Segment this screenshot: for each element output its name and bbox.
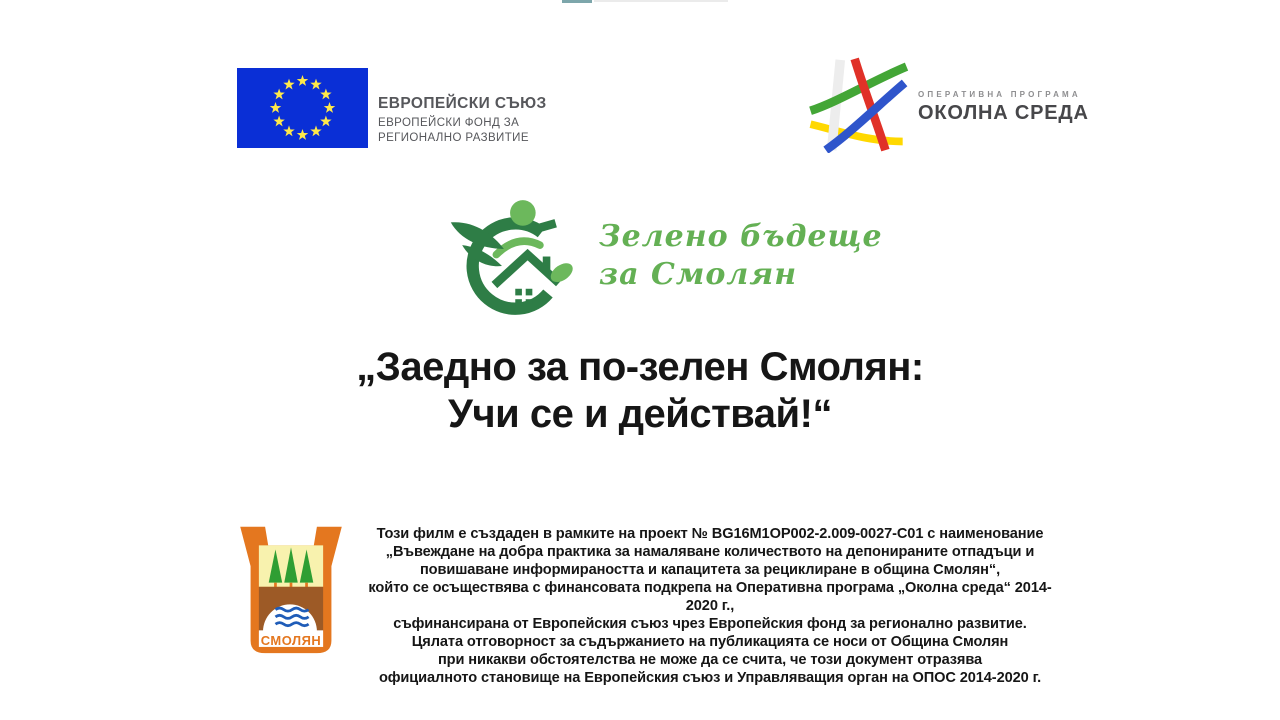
opos-logo-block <box>808 57 1089 153</box>
main-title-line2: Учи се и действай!“ <box>448 392 832 436</box>
opos-kicker: ОПЕРАТИВНА ПРОГРАМА <box>918 90 1081 99</box>
eu-subtitle-line2: РЕГИОНАЛНО РАЗВИТИЕ <box>378 132 529 144</box>
opos-title: ОКОЛНА СРЕДА <box>918 102 1089 124</box>
video-progress-track[interactable] <box>594 0 728 2</box>
eu-flag-icon <box>237 68 368 148</box>
main-title-line1: „Заедно за по-зелен Смолян: <box>356 345 924 389</box>
disclaimer-line: „Въвеждане на добра практика за намаляване количеството на депонираните отпадъци и <box>385 544 1035 560</box>
eu-logo-text <box>378 94 547 146</box>
disclaimer-line: официалното становище на Европейския съюз и Управляващия орган на ОПОС 2014-2020 г. <box>378 670 1042 686</box>
disclaimer-line: при никакви обстоятелства не може да се счита, че този документ отразява <box>437 652 983 668</box>
eu-logo-block <box>237 68 547 148</box>
disclaimer-line: съфинансирана от Европейския съюз чрез Европейския фонд за регионално развитие. <box>393 616 1027 632</box>
project-logo-text <box>599 218 883 318</box>
opos-ribbons-icon <box>808 57 910 153</box>
opos-logo-text <box>918 90 1089 125</box>
disclaimer-line: който се осъществява с финансовата подкрепа на Оперативна програма „Околна среда“ 2014-2020 г., <box>368 580 1052 614</box>
disclaimer-line: повишаване информираността и капацитета за рециклиране в община Смолян“, <box>419 562 1001 578</box>
project-logo-line2: за Смолян <box>599 257 798 292</box>
disclaimer-text <box>355 525 1065 687</box>
disclaimer-line: Цялата отговорност за съдържанието на публикацията се носи от Община Смолян <box>411 634 1009 650</box>
project-logo-line1: Зелено бъдеще <box>599 219 883 254</box>
eu-subtitle-line1: ЕВРОПЕЙСКИ ФОНД ЗА <box>378 117 520 129</box>
main-title <box>0 344 1280 438</box>
smolyan-emblem-icon <box>234 524 348 660</box>
green-future-logo-icon <box>447 196 575 318</box>
smolyan-emblem-label: СМОЛЯН <box>260 632 322 648</box>
project-logo-block <box>447 196 883 318</box>
disclaimer-line: Този филм е създаден в рамките на проект № BG16M1OP002-2.009-0027-C01 с наименование <box>376 526 1044 542</box>
eu-title: ЕВРОПЕЙСКИ СЪЮЗ <box>378 95 547 112</box>
video-progress-played[interactable] <box>562 0 592 3</box>
